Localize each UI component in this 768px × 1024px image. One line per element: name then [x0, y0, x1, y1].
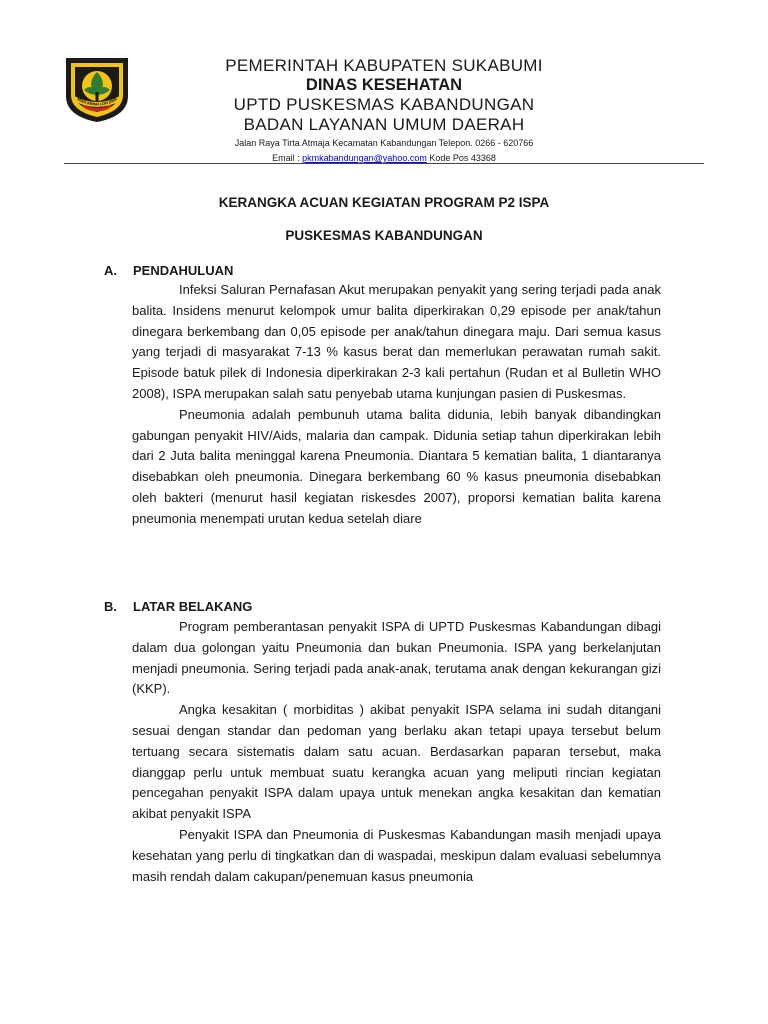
- address-line: Jalan Raya Tirta Atmaja Kecamatan Kabandungan Telepon. 0266 - 620766: [234, 138, 534, 148]
- title-line-1: KERANGKA ACUAN KEGIATAN PROGRAM P2 ISPA: [218, 195, 550, 210]
- section-heading-latar-belakang: [104, 598, 252, 616]
- paragraph: Infeksi Saluran Pernafasan Akut merupakan penyakit yang sering terjadi pada anak balita. Insidens menurut kelompok umur balita diperkirakan 0,29 episode per anak/tahun dinegara berkembang dan 0,05 episode per anak/tahun dinegara maju. Dari semua kasus yang terjadi di masyarakat 7-13 % kasus berat dan memerlukan perawatan rumah sakit. Episode batuk pilek di Indonesia diperkirakan 2-3 kali pertahun (Rudan et al Bulletin WHO 2008), ISPA merupakan salah satu penyebab utama kunjungan pasien di Puskesmas.: [132, 282, 661, 401]
- section-letter: B.: [104, 599, 117, 614]
- section-body-pendahuluan: [132, 280, 661, 530]
- email-link[interactable]: pkmkabandungan@yahoo.com: [302, 153, 427, 163]
- letterhead-divider: [64, 163, 704, 164]
- department-name: DINAS KESEHATAN: [305, 76, 463, 94]
- unit-name: UPTD PUSKESMAS KABANDUNGAN: [233, 95, 535, 114]
- section-body-latar-belakang: [132, 617, 661, 887]
- government-name: PEMERINTAH KABUPATEN SUKABUMI: [225, 56, 543, 75]
- postal-code: Kode Pos 43368: [426, 153, 496, 163]
- section-title: LATAR BELAKANG: [133, 599, 253, 614]
- paragraph: Angka kesakitan ( morbiditas ) akibat penyakit ISPA selama ini sudah ditangani sesuai dengan standar dan pedoman yang berlaku akan tetapi upaya tersebut belum tertuang secara sistematis dalam satu acuan. Berdasarkan paparan tersebut, maka dianggap perlu untuk membuat suatu kerangka acuan yang meliputi rincian kegiatan pencegahan penyakit ISPA dalam upaya untuk menekan angka kesakitan dan kematian akibat penyakit ISPA: [132, 702, 661, 822]
- email-label: Email :: [272, 153, 303, 163]
- section-heading-pendahuluan: [104, 262, 233, 280]
- regency-emblem-logo: [64, 56, 130, 124]
- agency-type: BADAN LAYANAN UMUM DAERAH: [243, 115, 525, 134]
- letterhead: [168, 56, 600, 166]
- section-title: PENDAHULUAN: [133, 263, 234, 278]
- paragraph: Pneumonia adalah pembunuh utama balita didunia, lebih banyak dibandingkan gabungan penyakit HIV/Aids, malaria dan campak. Didunia setiap tahun diperkirakan lebih dari 2 Juta balita meninggal karena Pneumonia. Diantara 5 kematian balita, 1 diantaranya disebabkan oleh pneumonia. Dinegara berkembang 60 % kasus pneumonia disebabkan oleh bakteri (menurut hasil kegiatan riskesdes 2007), proporsi kematian balita karena pneumonia menempati urutan kedua setelah diare: [132, 406, 661, 526]
- paragraph: Program pemberantasan penyakit ISPA di UPTD Puskesmas Kabandungan dibagi dalam dua golongan yaitu Pneumonia dan bukan Pneumonia. ISPA yang berkelanjutan menjadi pneumonia. Sering terjadi pada anak-anak, terutama anak dengan kekurangan gizi (KKP).: [132, 619, 661, 697]
- title-line-2: PUSKESMAS KABANDUNGAN: [285, 228, 483, 243]
- paragraph: Penyakit ISPA dan Pneumonia di Puskesmas Kabandungan masih menjadi upaya kesehatan yang perlu di tingkatkan dan di waspadai, meskipun dalam evaluasi sebelumnya masih rendah dalam cakupan/penemuan kasus pneumonia: [132, 826, 661, 884]
- section-letter: A.: [104, 263, 117, 278]
- document-title: [96, 191, 672, 248]
- logo-motto-text: MAH RIPAH LOH JINA: [76, 97, 118, 107]
